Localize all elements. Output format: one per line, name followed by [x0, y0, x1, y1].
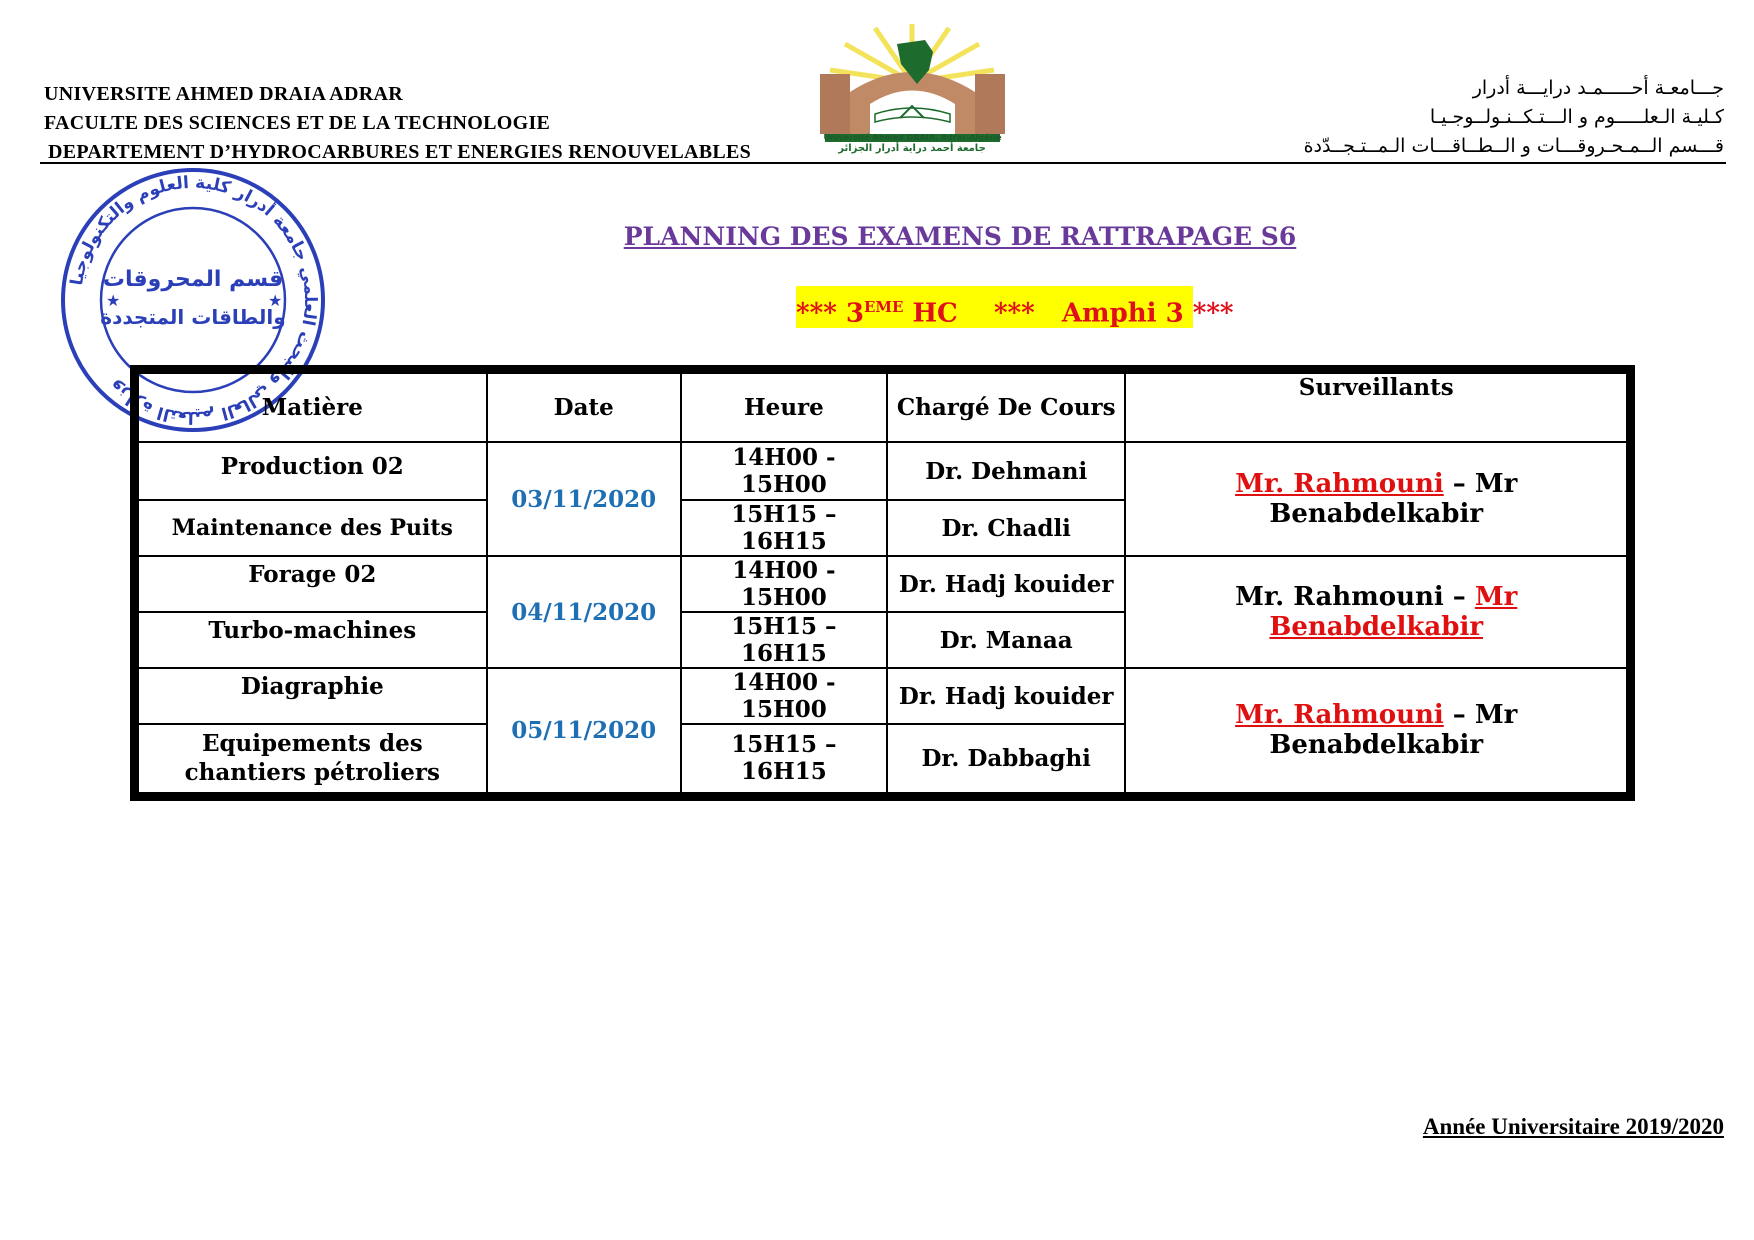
charge-cell: Dr. Dabbaghi	[887, 724, 1125, 796]
university-name-ar: جـــامعـة أحـــــمـد درايـــة أدرار	[1472, 77, 1724, 99]
charge-cell: Dr. Dehmani	[887, 442, 1125, 500]
exam-schedule-table	[130, 365, 1635, 801]
class-room-banner: *** 3EME HC *** Amphi 3 ***	[796, 286, 1193, 328]
col-header-surveillants: Surveillants	[1125, 370, 1630, 443]
surveillant-primary: Mr. Rahmouni	[1235, 469, 1444, 499]
table-row	[135, 668, 1631, 724]
header-divider	[40, 162, 1726, 164]
surveillant-secondary: Mr Benabdelkabir	[1269, 700, 1518, 761]
matiere-cell: Turbo-machines	[135, 612, 487, 668]
surveillant-primary: Mr. Rahmouni	[1235, 700, 1444, 731]
charge-cell: Dr. Hadj kouider	[887, 556, 1125, 612]
matiere-cell: Diagraphie	[135, 668, 487, 724]
faculty-name: FACULTE DES SCIENCES ET DE LA TECHNOLOGIE	[44, 112, 551, 134]
svg-text:★: ★	[106, 291, 121, 310]
date-cell: 04/11/2020	[487, 556, 681, 668]
table-row	[135, 556, 1631, 612]
matiere-cell: Equipements des chantiers pétroliers	[135, 724, 487, 796]
col-header-date: Date	[487, 370, 681, 443]
svg-text:★: ★	[268, 291, 283, 310]
surveillants-cell: Mr. Rahmouni – Mr Benabdelkabir	[1125, 442, 1630, 556]
surveillant-primary: Mr. Rahmouni	[1235, 582, 1444, 612]
logo-caption-fr: Université Ahmed DRAIA. Adrar-Algérie	[823, 133, 1002, 142]
matiere-cell: Production 02	[135, 442, 487, 500]
department-name-ar: قـــسم الــمـحـروقـــات و الــطــاقـــات الـمــتـجــدّدة	[1303, 135, 1724, 157]
stamp-outer-text: وزارة التعليم العالي والبحث العلمي جامعة أدرار كلية العلوم والتكنولوجيا	[67, 172, 321, 428]
department-name: DEPARTEMENT D’HYDROCARBURES ET ENERGIES RENOUVELABLES	[48, 141, 752, 163]
stamp-inner-line1: قسم المحروقات	[102, 267, 284, 292]
stamp-inner-line2: والطاقات المتجددة	[100, 305, 286, 329]
header-arabic	[1304, 74, 1724, 161]
academic-year: Année Universitaire 2019/2020	[1422, 1114, 1724, 1139]
heure-cell: 15H15 – 16H15	[681, 724, 887, 796]
heure-cell: 14H00 - 15H00	[681, 668, 887, 724]
table-row	[135, 442, 1631, 500]
surveillant-secondary: Mr Benabdelkabir	[1269, 582, 1518, 642]
heure-cell: 15H15 – 16H15	[681, 500, 887, 556]
matiere-cell: Forage 02	[135, 556, 487, 612]
faculty-name-ar: كـليـة الـعلـــــوم و الـــتـكــنـولــوجـيـا	[1429, 106, 1724, 128]
logo-caption-ar: جامعة أحمد دراية أدرار الجزائر	[838, 143, 986, 154]
university-name: UNIVERSITE AHMED DRAIA ADRAR	[44, 83, 404, 105]
surveillants-cell: Mr. Rahmouni – Mr Benabdelkabir	[1125, 668, 1630, 796]
col-header-matiere: Matière	[135, 370, 487, 443]
matiere-cell: Maintenance des Puits	[135, 500, 487, 556]
heure-cell: 14H00 - 15H00	[681, 442, 887, 500]
charge-cell: Dr. Chadli	[887, 500, 1125, 556]
surveillant-secondary: Mr Benabdelkabir	[1269, 469, 1518, 529]
col-header-charge: Chargé De Cours	[887, 370, 1125, 443]
surveillants-cell: Mr. Rahmouni – Mr Benabdelkabir	[1125, 556, 1630, 668]
header-french	[44, 80, 751, 167]
col-header-heure: Heure	[681, 370, 887, 443]
table-header-row	[135, 370, 1631, 443]
heure-cell: 15H15 – 16H15	[681, 612, 887, 668]
page-title: PLANNING DES EXAMENS DE RATTRAPAGE S6	[623, 222, 1297, 251]
date-cell: 03/11/2020	[487, 442, 681, 556]
charge-cell: Dr. Hadj kouider	[887, 668, 1125, 724]
charge-cell: Dr. Manaa	[887, 612, 1125, 668]
heure-cell: 14H00 - 15H00	[681, 556, 887, 612]
date-cell: 05/11/2020	[487, 668, 681, 796]
